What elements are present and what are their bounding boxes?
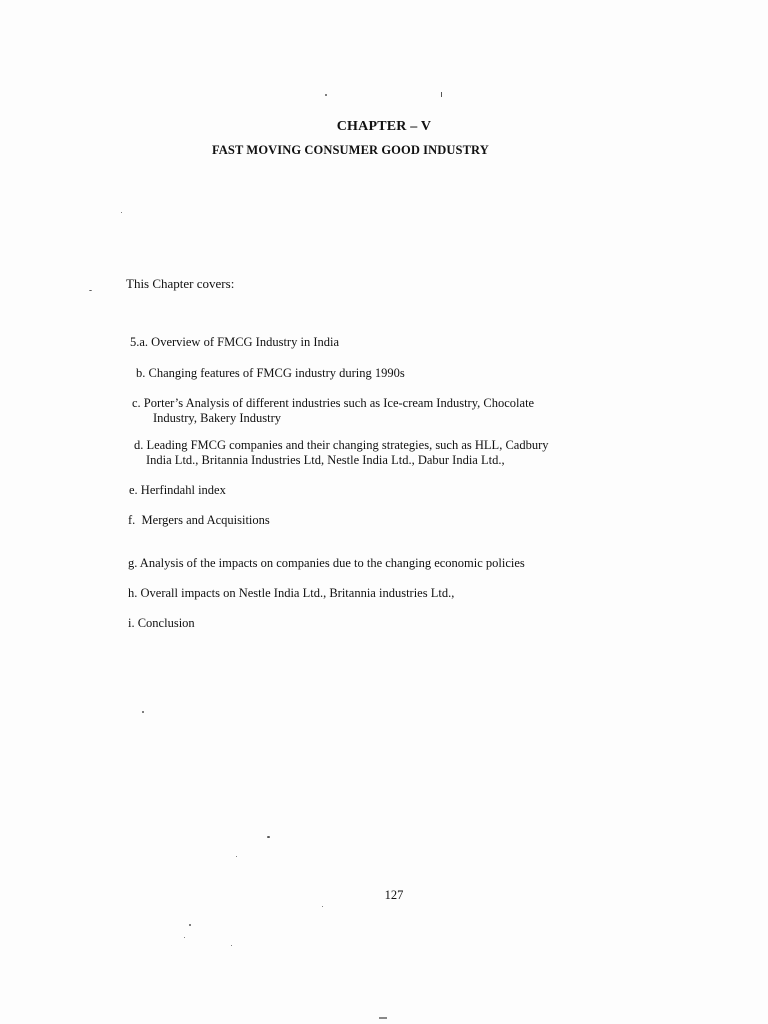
scan-speck bbox=[441, 92, 442, 97]
list-item bbox=[128, 586, 454, 601]
scan-speck bbox=[267, 836, 270, 838]
scan-speck bbox=[325, 94, 327, 96]
intro-text: This Chapter covers: bbox=[126, 276, 235, 291]
list-item-text: f. Mergers and Acquisitions bbox=[128, 513, 270, 527]
list-item bbox=[128, 556, 525, 571]
scan-speck bbox=[236, 856, 237, 857]
list-item-text: 5.a. Overview of FMCG Industry in India bbox=[130, 335, 339, 349]
list-item-text: e. Herfindahl index bbox=[129, 483, 226, 497]
list-item-continuation: Industry, Bakery Industry bbox=[153, 411, 281, 425]
chapter-subtitle: FAST MOVING CONSUMER GOOD INDUSTRY bbox=[212, 143, 489, 157]
list-item bbox=[134, 438, 549, 468]
list-item-text: h. Overall impacts on Nestle India Ltd., Britannia industries Ltd., bbox=[128, 586, 455, 600]
scan-speck bbox=[189, 924, 191, 926]
chapter-title: CHAPTER – V bbox=[336, 119, 432, 134]
scan-speck bbox=[89, 290, 92, 291]
list-item-text: g. Analysis of the impacts on companies due to the changing economic policies bbox=[128, 556, 525, 570]
scan-speck bbox=[322, 906, 323, 907]
list-item bbox=[128, 513, 270, 528]
list-item bbox=[130, 335, 339, 350]
scan-speck bbox=[121, 212, 122, 213]
list-item-text: b. Changing features of FMCG industry during 1990s bbox=[136, 366, 405, 380]
list-item bbox=[136, 366, 405, 381]
scan-speck bbox=[184, 937, 185, 938]
scan-speck bbox=[379, 1017, 387, 1019]
list-item-text: c. Porter’s Analysis of different industries such as Ice-cream Industry, Chocolate bbox=[132, 396, 535, 410]
list-item-continuation: India Ltd., Britannia Industries Ltd, Nestle India Ltd., Dabur India Ltd., bbox=[146, 453, 505, 467]
scan-speck bbox=[231, 945, 232, 946]
list-item bbox=[132, 396, 534, 426]
list-item bbox=[129, 483, 226, 498]
list-item-text: i. Conclusion bbox=[128, 616, 195, 630]
scan-speck bbox=[142, 711, 144, 713]
list-item-text: d. Leading FMCG companies and their changing strategies, such as HLL, Cadbury bbox=[134, 438, 549, 452]
list-item bbox=[128, 616, 195, 631]
page-number: 127 bbox=[384, 888, 404, 902]
